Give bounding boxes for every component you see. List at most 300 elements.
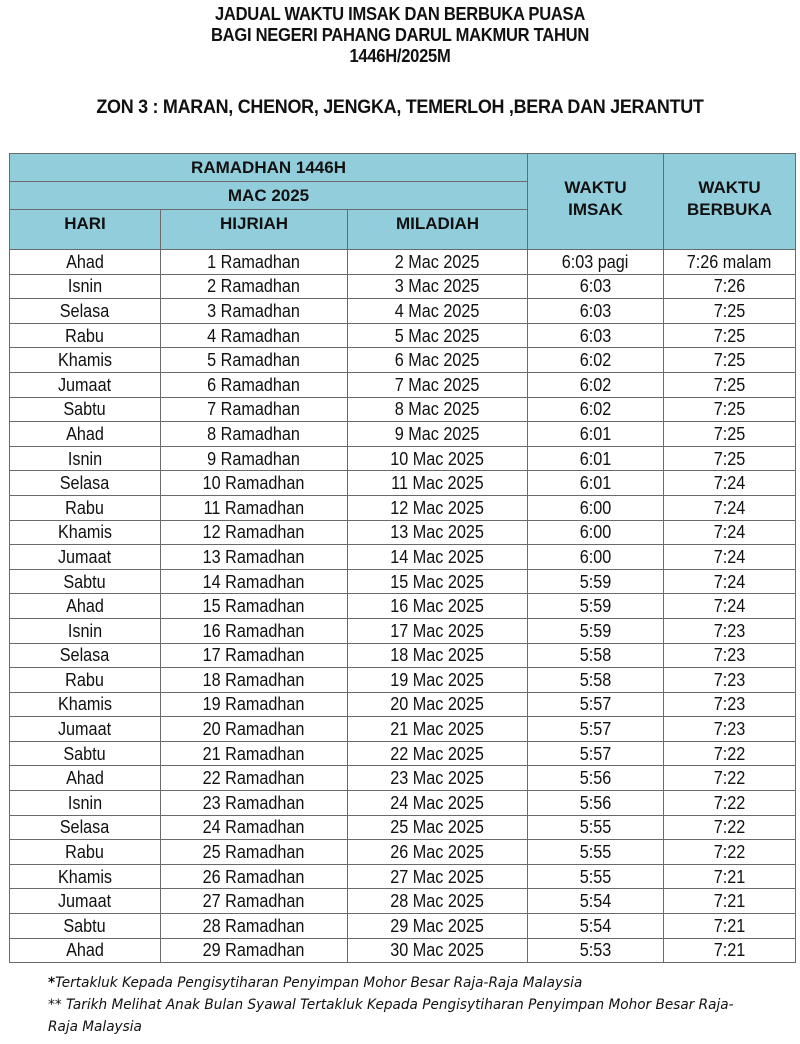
cell-imsak-text: 6:01 <box>579 473 612 494</box>
cell-hijriah <box>161 791 348 816</box>
cell-miladiah <box>348 372 528 397</box>
cell-hijriah <box>161 250 348 275</box>
cell-berbuka <box>664 741 796 766</box>
cell-hari <box>10 643 161 668</box>
cell-imsak-text: 6:00 <box>579 546 612 567</box>
cell-berbuka-text: 7:25 <box>713 300 746 321</box>
cell-miladiah <box>348 274 528 299</box>
cell-hari-text: Ahad <box>66 251 104 272</box>
footnote-2-marker: ** <box>48 997 62 1013</box>
cell-imsak <box>528 422 664 447</box>
table-row <box>10 643 796 668</box>
cell-berbuka-text: 7:22 <box>713 842 746 863</box>
cell-hijriah-text: 27 Ramadhan <box>203 891 305 912</box>
cell-miladiah <box>348 618 528 643</box>
cell-hari <box>10 815 161 840</box>
cell-berbuka-text: 7:25 <box>713 423 746 444</box>
table-row <box>10 717 796 742</box>
cell-berbuka <box>664 692 796 717</box>
cell-miladiah <box>348 643 528 668</box>
cell-berbuka-text: 7:21 <box>713 915 746 936</box>
cell-hijriah-text: 7 Ramadhan <box>207 399 301 420</box>
cell-hijriah-text: 11 Ramadhan <box>203 497 305 518</box>
cell-hijriah <box>161 717 348 742</box>
cell-miladiah <box>348 299 528 324</box>
cell-hijriah <box>161 741 348 766</box>
cell-hari-text: Isnin <box>67 448 103 469</box>
table-row <box>10 372 796 397</box>
cell-hari-text: Jumaat <box>58 546 112 567</box>
cell-miladiah-text: 26 Mac 2025 <box>390 842 485 863</box>
cell-berbuka-text: 7:24 <box>713 546 746 567</box>
cell-miladiah <box>348 545 528 570</box>
cell-hari-text: Ahad <box>66 768 104 789</box>
cell-hari <box>10 471 161 496</box>
cell-miladiah-text: 20 Mac 2025 <box>390 694 485 715</box>
cell-hari-text: Rabu <box>65 669 105 690</box>
cell-imsak <box>528 840 664 865</box>
cell-berbuka <box>664 815 796 840</box>
cell-hijriah-text: 23 Ramadhan <box>203 792 305 813</box>
cell-imsak <box>528 520 664 545</box>
cell-imsak <box>528 815 664 840</box>
zone-heading: ZON 3 : MARAN, CHENOR, JENGKA, TEMERLOH ,BERA DAN JERANTUT <box>96 96 704 118</box>
cell-hijriah <box>161 914 348 939</box>
cell-miladiah-text: 6 Mac 2025 <box>395 350 480 371</box>
cell-hijriah-text: 26 Ramadhan <box>203 866 305 887</box>
cell-imsak <box>528 889 664 914</box>
title-line-2: BAGI NEGERI PAHANG DARUL MAKMUR TAHUN <box>210 25 590 45</box>
cell-berbuka-text: 7:24 <box>713 473 746 494</box>
cell-berbuka <box>664 520 796 545</box>
cell-hijriah-text: 2 Ramadhan <box>207 276 301 297</box>
cell-miladiah <box>348 938 528 963</box>
cell-miladiah-text: 17 Mac 2025 <box>390 620 485 641</box>
footnote-1 <box>48 972 744 994</box>
cell-berbuka-text: 7:22 <box>713 792 746 813</box>
cell-hijriah-text: 8 Ramadhan <box>207 423 301 444</box>
cell-miladiah <box>348 914 528 939</box>
cell-imsak-text: 5:55 <box>579 817 612 838</box>
cell-berbuka <box>664 348 796 373</box>
cell-berbuka <box>664 545 796 570</box>
cell-hari <box>10 938 161 963</box>
cell-hari <box>10 717 161 742</box>
group-header-month: MAC 2025 <box>10 182 528 210</box>
cell-imsak <box>528 692 664 717</box>
cell-miladiah <box>348 397 528 422</box>
cell-hijriah-text: 12 Ramadhan <box>203 522 305 543</box>
cell-miladiah <box>348 471 528 496</box>
cell-miladiah-text: 12 Mac 2025 <box>390 497 485 518</box>
cell-hijriah <box>161 372 348 397</box>
cell-berbuka-text: 7:25 <box>713 448 746 469</box>
cell-hari-text: Khamis <box>57 350 113 371</box>
cell-berbuka-text: 7:24 <box>713 497 746 518</box>
footnote-2-text: Tarikh Melihat Anak Bulan Syawal Tertakluk Kepada Pengisytiharan Penyimpan Mohor Besar Raja-Raja Malaysia <box>48 997 734 1035</box>
cell-imsak <box>528 791 664 816</box>
cell-imsak <box>528 594 664 619</box>
cell-hari-text: Selasa <box>60 645 110 666</box>
cell-imsak-text: 5:56 <box>579 768 612 789</box>
group-header-ramadhan: RAMADHAN 1446H <box>10 154 528 182</box>
cell-hijriah <box>161 446 348 471</box>
cell-hari <box>10 766 161 791</box>
cell-imsak <box>528 471 664 496</box>
cell-imsak-text: 5:53 <box>579 940 612 961</box>
cell-hari-text: Ahad <box>66 423 104 444</box>
col-header-imsak-line1: WAKTU <box>564 177 627 197</box>
cell-hari-text: Selasa <box>60 300 110 321</box>
cell-berbuka <box>664 569 796 594</box>
cell-miladiah <box>348 569 528 594</box>
cell-hijriah <box>161 643 348 668</box>
cell-imsak <box>528 495 664 520</box>
cell-hijriah <box>161 692 348 717</box>
cell-miladiah-text: 15 Mac 2025 <box>390 571 485 592</box>
cell-hari <box>10 545 161 570</box>
cell-imsak <box>528 372 664 397</box>
cell-imsak <box>528 864 664 889</box>
cell-miladiah <box>348 668 528 693</box>
cell-imsak <box>528 446 664 471</box>
cell-hari-text: Isnin <box>67 620 103 641</box>
cell-imsak-text: 5:59 <box>579 596 612 617</box>
col-header-imsak-line2: IMSAK <box>568 199 623 219</box>
cell-berbuka-text: 7:22 <box>713 743 746 764</box>
cell-miladiah <box>348 815 528 840</box>
cell-imsak-text: 6:03 <box>579 300 612 321</box>
cell-hijriah-text: 24 Ramadhan <box>203 817 305 838</box>
table-row <box>10 471 796 496</box>
cell-imsak-text: 5:57 <box>579 719 612 740</box>
schedule-table <box>9 153 796 963</box>
cell-imsak <box>528 618 664 643</box>
cell-hijriah <box>161 323 348 348</box>
cell-miladiah <box>348 495 528 520</box>
cell-hijriah-text: 10 Ramadhan <box>203 473 305 494</box>
cell-hari <box>10 618 161 643</box>
cell-miladiah-text: 3 Mac 2025 <box>395 276 480 297</box>
cell-hari <box>10 889 161 914</box>
table-row <box>10 914 796 939</box>
cell-miladiah <box>348 520 528 545</box>
cell-imsak-text: 6:01 <box>579 448 612 469</box>
cell-hari <box>10 594 161 619</box>
cell-hari <box>10 569 161 594</box>
cell-hijriah-text: 28 Ramadhan <box>203 915 305 936</box>
cell-berbuka-text: 7:22 <box>713 768 746 789</box>
table-row <box>10 840 796 865</box>
table-row <box>10 446 796 471</box>
cell-miladiah <box>348 692 528 717</box>
footnote-1-text: Tertakluk Kepada Pengisytiharan Penyimpan Mohor Besar Raja-Raja Malaysia <box>55 975 583 991</box>
cell-berbuka-text: 7:24 <box>713 596 746 617</box>
cell-miladiah <box>348 791 528 816</box>
cell-berbuka <box>664 618 796 643</box>
document-title <box>32 4 768 67</box>
col-header-hari: HARI <box>10 210 161 250</box>
cell-imsak <box>528 668 664 693</box>
table-row <box>10 397 796 422</box>
cell-miladiah <box>348 840 528 865</box>
cell-hari <box>10 446 161 471</box>
cell-imsak-text: 5:55 <box>579 866 612 887</box>
cell-imsak <box>528 545 664 570</box>
cell-hijriah-text: 19 Ramadhan <box>203 694 305 715</box>
cell-hari-text: Khamis <box>57 866 113 887</box>
cell-berbuka <box>664 766 796 791</box>
cell-berbuka-text: 7:24 <box>713 522 746 543</box>
cell-hijriah <box>161 594 348 619</box>
cell-hijriah-text: 3 Ramadhan <box>207 300 301 321</box>
cell-berbuka-text: 7:23 <box>713 645 746 666</box>
col-header-imsak <box>528 154 664 250</box>
cell-berbuka-text: 7:23 <box>713 719 746 740</box>
cell-miladiah <box>348 422 528 447</box>
col-header-berbuka <box>664 154 796 250</box>
cell-hijriah-text: 21 Ramadhan <box>203 743 305 764</box>
cell-berbuka <box>664 250 796 275</box>
cell-hijriah <box>161 397 348 422</box>
cell-berbuka <box>664 397 796 422</box>
table-row <box>10 323 796 348</box>
table-row <box>10 791 796 816</box>
cell-hari <box>10 299 161 324</box>
cell-imsak-text: 5:56 <box>579 792 612 813</box>
cell-miladiah-text: 19 Mac 2025 <box>390 669 485 690</box>
cell-hijriah-text: 9 Ramadhan <box>207 448 301 469</box>
cell-berbuka <box>664 422 796 447</box>
cell-berbuka <box>664 668 796 693</box>
cell-imsak-text: 5:58 <box>579 669 612 690</box>
schedule-body <box>10 250 796 963</box>
cell-berbuka <box>664 372 796 397</box>
cell-hari-text: Sabtu <box>63 571 107 592</box>
cell-hijriah-text: 29 Ramadhan <box>203 940 305 961</box>
cell-imsak-text: 6:02 <box>579 399 612 420</box>
cell-miladiah-text: 25 Mac 2025 <box>390 817 485 838</box>
cell-miladiah-text: 23 Mac 2025 <box>390 768 485 789</box>
cell-berbuka <box>664 791 796 816</box>
cell-hari-text: Khamis <box>57 522 113 543</box>
cell-miladiah <box>348 594 528 619</box>
cell-hijriah <box>161 495 348 520</box>
cell-miladiah <box>348 446 528 471</box>
cell-miladiah-text: 22 Mac 2025 <box>390 743 485 764</box>
cell-hijriah <box>161 545 348 570</box>
cell-miladiah <box>348 717 528 742</box>
col-header-berbuka-line2: BERBUKA <box>687 199 773 219</box>
cell-hijriah-text: 1 Ramadhan <box>207 251 301 272</box>
title-line-1: JADUAL WAKTU IMSAK DAN BERBUKA PUASA <box>214 4 586 24</box>
cell-hijriah-text: 18 Ramadhan <box>203 669 305 690</box>
cell-hijriah-text: 17 Ramadhan <box>203 645 305 666</box>
table-row <box>10 594 796 619</box>
cell-imsak-text: 5:54 <box>579 891 612 912</box>
cell-miladiah-text: 2 Mac 2025 <box>395 251 480 272</box>
cell-hijriah-text: 22 Ramadhan <box>203 768 305 789</box>
cell-miladiah-text: 9 Mac 2025 <box>395 423 480 444</box>
cell-hari <box>10 692 161 717</box>
col-header-berbuka-line1: WAKTU <box>698 177 761 197</box>
cell-berbuka <box>664 299 796 324</box>
cell-imsak-text: 5:55 <box>579 842 612 863</box>
cell-hijriah <box>161 520 348 545</box>
table-row <box>10 668 796 693</box>
cell-hijriah <box>161 840 348 865</box>
cell-miladiah-text: 8 Mac 2025 <box>395 399 480 420</box>
cell-berbuka <box>664 446 796 471</box>
cell-hijriah-text: 15 Ramadhan <box>203 596 305 617</box>
cell-imsak-text: 6:03 pagi <box>562 251 629 272</box>
table-row <box>10 766 796 791</box>
table-row <box>10 938 796 963</box>
cell-miladiah-text: 5 Mac 2025 <box>395 325 480 346</box>
cell-hari-text: Jumaat <box>58 719 112 740</box>
cell-hari <box>10 520 161 545</box>
table-row <box>10 545 796 570</box>
cell-hijriah <box>161 618 348 643</box>
cell-miladiah-text: 7 Mac 2025 <box>395 374 480 395</box>
cell-imsak <box>528 569 664 594</box>
table-row <box>10 741 796 766</box>
cell-berbuka <box>664 323 796 348</box>
cell-hijriah-text: 6 Ramadhan <box>207 374 301 395</box>
cell-imsak <box>528 397 664 422</box>
cell-miladiah <box>348 741 528 766</box>
table-row <box>10 299 796 324</box>
cell-hari-text: Jumaat <box>58 891 112 912</box>
table-row <box>10 495 796 520</box>
cell-hijriah <box>161 471 348 496</box>
table-row <box>10 618 796 643</box>
cell-hari-text: Rabu <box>65 325 105 346</box>
cell-hari-text: Khamis <box>57 694 113 715</box>
cell-miladiah-text: 24 Mac 2025 <box>390 792 485 813</box>
cell-imsak <box>528 299 664 324</box>
footnote-2 <box>48 994 744 1038</box>
cell-imsak <box>528 250 664 275</box>
cell-hari <box>10 323 161 348</box>
table-row <box>10 274 796 299</box>
cell-miladiah <box>348 323 528 348</box>
cell-berbuka <box>664 717 796 742</box>
cell-hari <box>10 250 161 275</box>
cell-hari <box>10 372 161 397</box>
cell-berbuka <box>664 594 796 619</box>
cell-hijriah-text: 13 Ramadhan <box>203 546 305 567</box>
cell-hijriah <box>161 569 348 594</box>
cell-hari <box>10 422 161 447</box>
cell-miladiah-text: 14 Mac 2025 <box>390 546 485 567</box>
cell-berbuka-text: 7:23 <box>713 694 746 715</box>
cell-berbuka-text: 7:25 <box>713 374 746 395</box>
cell-miladiah-text: 21 Mac 2025 <box>390 719 485 740</box>
cell-imsak <box>528 274 664 299</box>
cell-hijriah <box>161 938 348 963</box>
cell-miladiah <box>348 348 528 373</box>
cell-berbuka <box>664 914 796 939</box>
cell-hijriah-text: 16 Ramadhan <box>203 620 305 641</box>
cell-imsak-text: 5:54 <box>579 915 612 936</box>
cell-hari <box>10 741 161 766</box>
cell-berbuka-text: 7:26 malam <box>687 251 772 272</box>
cell-hijriah-text: 20 Ramadhan <box>203 719 305 740</box>
cell-imsak <box>528 348 664 373</box>
cell-hijriah-text: 4 Ramadhan <box>207 325 301 346</box>
cell-berbuka-text: 7:23 <box>713 669 746 690</box>
cell-imsak-text: 6:03 <box>579 325 612 346</box>
col-header-miladiah: MILADIAH <box>348 210 528 250</box>
cell-hari-text: Ahad <box>66 596 104 617</box>
cell-imsak <box>528 643 664 668</box>
cell-imsak-text: 5:57 <box>579 743 612 764</box>
cell-berbuka <box>664 471 796 496</box>
cell-miladiah <box>348 766 528 791</box>
cell-hari-text: Sabtu <box>63 399 107 420</box>
cell-hijriah-text: 5 Ramadhan <box>207 350 301 371</box>
cell-miladiah-text: 10 Mac 2025 <box>390 448 485 469</box>
cell-imsak-text: 6:00 <box>579 522 612 543</box>
cell-hijriah <box>161 274 348 299</box>
cell-hari <box>10 397 161 422</box>
cell-hari-text: Rabu <box>65 842 105 863</box>
cell-hari-text: Ahad <box>66 940 104 961</box>
cell-miladiah-text: 13 Mac 2025 <box>390 522 485 543</box>
cell-berbuka-text: 7:23 <box>713 620 746 641</box>
cell-imsak <box>528 741 664 766</box>
cell-imsak-text: 6:02 <box>579 374 612 395</box>
cell-hari <box>10 791 161 816</box>
cell-berbuka <box>664 840 796 865</box>
table-row <box>10 692 796 717</box>
cell-imsak-text: 6:03 <box>579 276 612 297</box>
cell-hari-text: Rabu <box>65 497 105 518</box>
cell-berbuka-text: 7:26 <box>713 276 746 297</box>
cell-berbuka-text: 7:21 <box>713 866 746 887</box>
cell-berbuka-text: 7:21 <box>713 891 746 912</box>
table-row <box>10 422 796 447</box>
cell-berbuka-text: 7:22 <box>713 817 746 838</box>
cell-imsak-text: 6:00 <box>579 497 612 518</box>
cell-berbuka-text: 7:25 <box>713 325 746 346</box>
cell-hijriah <box>161 348 348 373</box>
cell-hijriah-text: 25 Ramadhan <box>203 842 305 863</box>
cell-hijriah <box>161 815 348 840</box>
cell-miladiah-text: 27 Mac 2025 <box>390 866 485 887</box>
table-row <box>10 864 796 889</box>
cell-hari-text: Selasa <box>60 473 110 494</box>
cell-imsak <box>528 914 664 939</box>
cell-hari <box>10 914 161 939</box>
table-row <box>10 250 796 275</box>
cell-miladiah-text: 16 Mac 2025 <box>390 596 485 617</box>
cell-imsak-text: 5:59 <box>579 571 612 592</box>
cell-hijriah <box>161 299 348 324</box>
cell-imsak-text: 5:57 <box>579 694 612 715</box>
cell-hari <box>10 864 161 889</box>
cell-imsak-text: 6:01 <box>579 423 612 444</box>
table-row <box>10 569 796 594</box>
cell-berbuka-text: 7:25 <box>713 399 746 420</box>
table-row <box>10 348 796 373</box>
cell-miladiah-text: 18 Mac 2025 <box>390 645 485 666</box>
cell-berbuka-text: 7:25 <box>713 350 746 371</box>
footnote-1-marker: * <box>48 975 56 991</box>
cell-miladiah-text: 4 Mac 2025 <box>395 300 480 321</box>
cell-hari <box>10 348 161 373</box>
